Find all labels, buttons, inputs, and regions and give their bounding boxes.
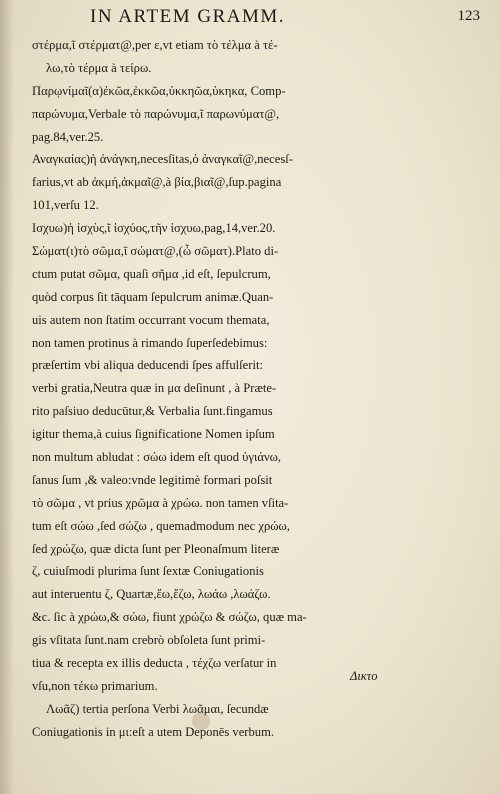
page-number: 123 <box>457 8 480 24</box>
text-line: ctum putat σῶμα, quaſi σῆμα ,id eſt, ſepulcrum, <box>32 266 271 281</box>
text-line: ſed χρώζω, quæ dicta ſunt per Pleonaſmum literæ <box>32 541 280 556</box>
text-line: ζ, cuiuſmodi plurima ſunt ſextæ Coniugationis <box>32 564 264 579</box>
text-line: στέρμα,ῖ στέρματ@,per ε,vt etiam τὸ τέλμα à τέ- <box>32 38 278 52</box>
running-head: IN ARTEM GRAMM. <box>90 6 286 27</box>
text-line: verbi gratia,Neutra quæ in μα deſinunt , à Præte- <box>32 381 277 396</box>
text-line: igitur thema,à cuius ſignificatione Nomen ipſum <box>32 427 275 442</box>
text-line: aut interuentu ζ, Quartæ,ἕω,ἕζω, λωάω ,λωάζω. <box>32 587 271 602</box>
text-line: Σώματ(ι)τὸ σῶμα,ῖ σώματ@,(ὦ σῶματ).Plato di- <box>32 244 279 259</box>
text-line: non tamen protinus à rimando ſuperſedebimus: <box>32 335 268 350</box>
text-line: Λωᾶζ) tertia perſona Verbi λωᾶμαι, ſecundæ <box>46 701 269 716</box>
page-gutter-shadow <box>0 0 14 794</box>
text-line: &c. ſic à χρώω,& σώω, fiunt χρώζω & σώζω, quæ ma- <box>32 610 307 625</box>
text-line: Ισχυω)ἡ ἰσχὺς,ῖ ἰσχύος,τῆν ἰσχυω,pag,14,ver.20. <box>32 221 276 236</box>
text-line: 101,verſu 12. <box>32 198 99 213</box>
text-line: Αναγκαίας)ἡ ἀνάγκη,necesſitas,ὁ ἀναγκαῖ@,necesſ- <box>32 152 293 167</box>
text-line: rito paſsiuo deducūtur,& Verbalia ſunt.fingamus <box>32 404 273 419</box>
text-line: tum eſt σώω ,ſed σώζω , quemadmodum nec χρώω, <box>32 518 290 533</box>
text-line: τὸ σῶμα , vt prius χρῶμα à χρώω. non tamen vſita- <box>32 495 289 510</box>
text-line: quòd corpus ſit tāquam ſepulcrum animæ.Quan- <box>32 289 274 304</box>
body-text <box>32 34 472 744</box>
text-line: λω,τὸ τέρμα à τείρω. <box>46 60 152 75</box>
text-line: Coniugationis in μι:eſt a utem Deponēs verbum. <box>32 724 275 739</box>
catchword: Δικτο <box>350 669 378 683</box>
text-line: farius,vt ab ἀκμή,ἀκμαῖ@,à βία,βιαῖ@,ſup.pagina <box>32 175 282 190</box>
text-line: pag.84,ver.25. <box>32 129 104 144</box>
text-line: gis vſitata ſunt.nam crebrò obſoleta ſunt primi- <box>32 633 266 648</box>
text-line: Παρῳνίμαῖ(α)ἐκῶα,ἐκκῶα,ὐκκηῶα,ὑκηκα, Comp- <box>32 83 286 98</box>
text-line: παρώνυμα,Verbale τὸ παρώνυμα,ῖ παρωνύματ@, <box>32 106 280 121</box>
page-header <box>60 6 480 34</box>
text-line: uis autem non ſtatim occurrant vocum themata, <box>32 312 270 327</box>
text-line: ſanus ſum ,& valeo:vnde legitimè formari poſsit <box>32 472 273 487</box>
paper-stain <box>192 712 210 730</box>
text-line: vſu,non τέκω primarium. <box>32 678 158 693</box>
text-line: non multum abludat : σώω idem eſt quod ὑγιάνω, <box>32 450 282 465</box>
text-line: tiua & recepta ex illis deducta , τέχζω verſatur in <box>32 656 277 671</box>
text-line: præſertim vbi aliqua deducendi ſpes affulſerit: <box>32 358 263 373</box>
